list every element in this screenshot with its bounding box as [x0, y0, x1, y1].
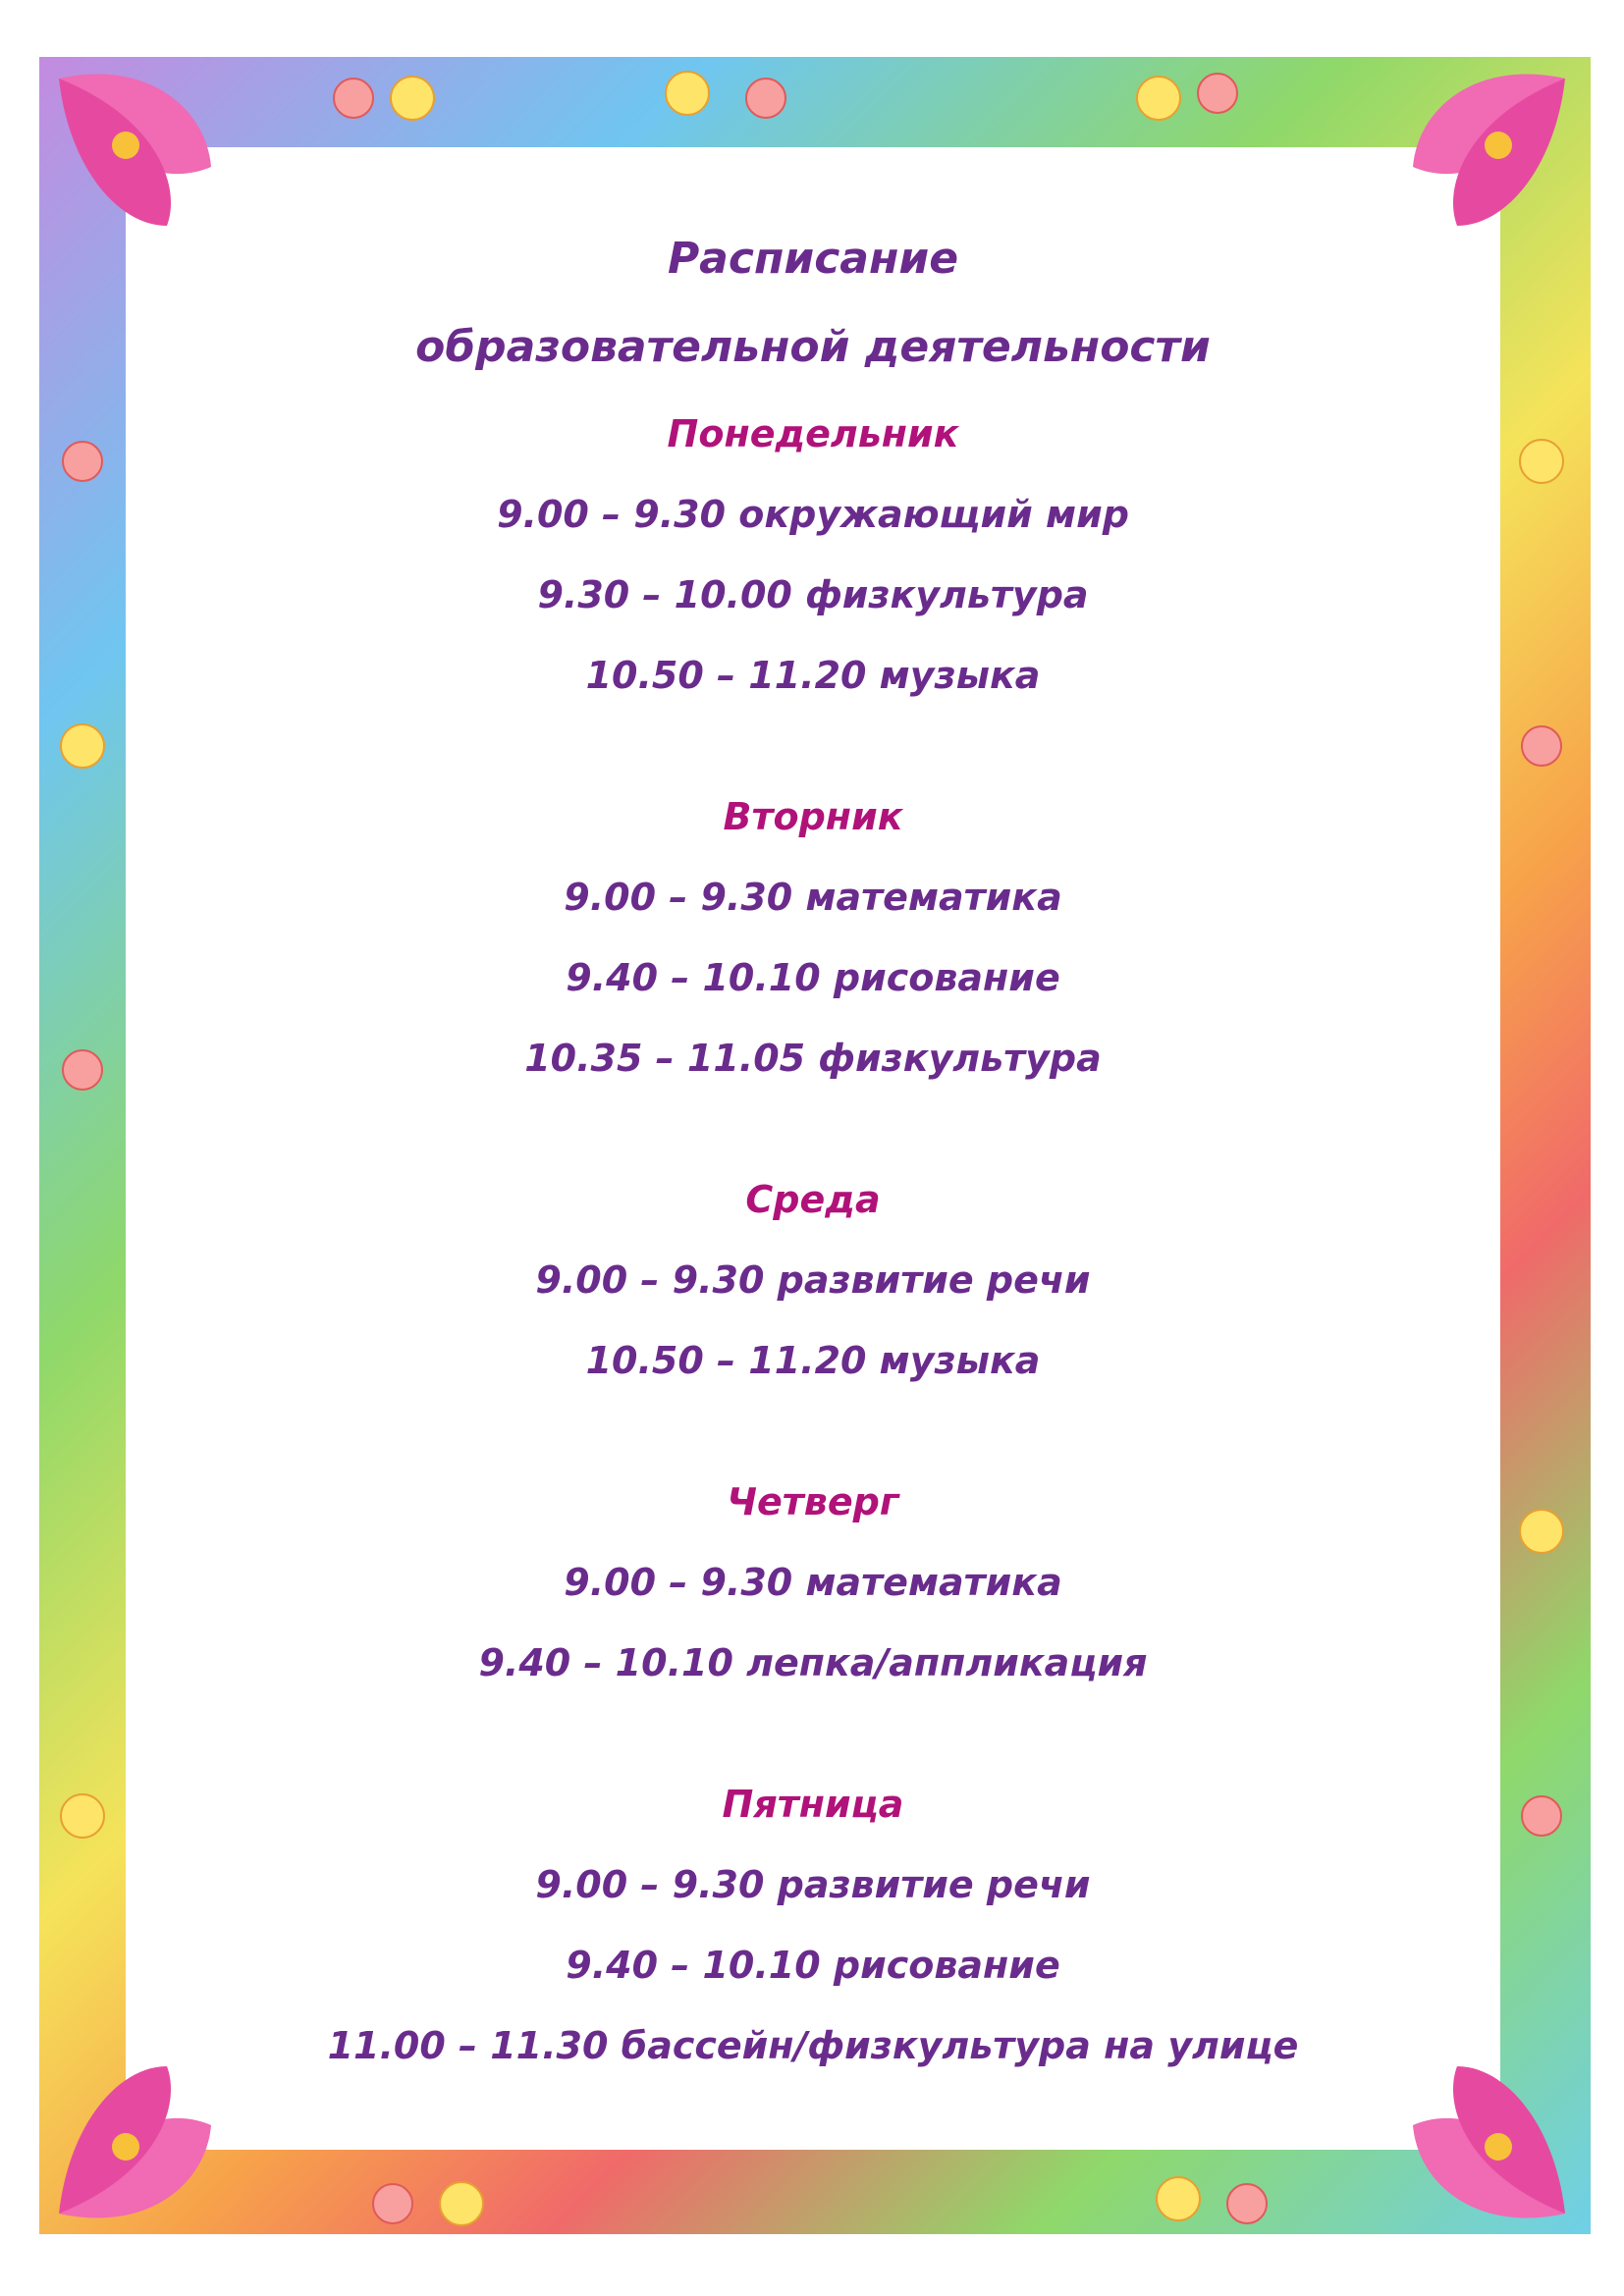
schedule-item: 9.40 – 10.10 рисование	[566, 956, 1060, 999]
schedule-item: 11.00 – 11.30 бассейн/физкультура на улице	[327, 2024, 1299, 2067]
page-subtitle: образовательной деятельности	[415, 322, 1211, 372]
day-heading-tuesday: Вторник	[723, 795, 903, 838]
day-heading-thursday: Четверг	[727, 1480, 899, 1523]
day-heading-friday: Пятница	[722, 1783, 904, 1826]
day-heading-wednesday: Среда	[745, 1178, 881, 1221]
schedule-item: 10.50 – 11.20 музыка	[585, 1339, 1041, 1382]
schedule-content	[126, 147, 1500, 2150]
schedule-item: 9.30 – 10.00 физкультура	[537, 573, 1089, 616]
schedule-item: 9.00 – 9.30 математика	[564, 1561, 1062, 1604]
schedule-item: 9.40 – 10.10 лепка/аппликация	[478, 1641, 1148, 1684]
page-title: Расписание	[667, 234, 959, 284]
schedule-item: 9.40 – 10.10 рисование	[566, 1944, 1060, 1987]
schedule-item: 9.00 – 9.30 окружающий мир	[497, 493, 1129, 536]
day-heading-monday: Понедельник	[667, 412, 959, 455]
schedule-item: 10.50 – 11.20 музыка	[585, 654, 1041, 697]
schedule-item: 9.00 – 9.30 развитие речи	[535, 1863, 1091, 1906]
schedule-item: 9.00 – 9.30 математика	[564, 876, 1062, 919]
schedule-item: 10.35 – 11.05 физкультура	[524, 1037, 1102, 1080]
schedule-item: 9.00 – 9.30 развитие речи	[535, 1258, 1091, 1302]
